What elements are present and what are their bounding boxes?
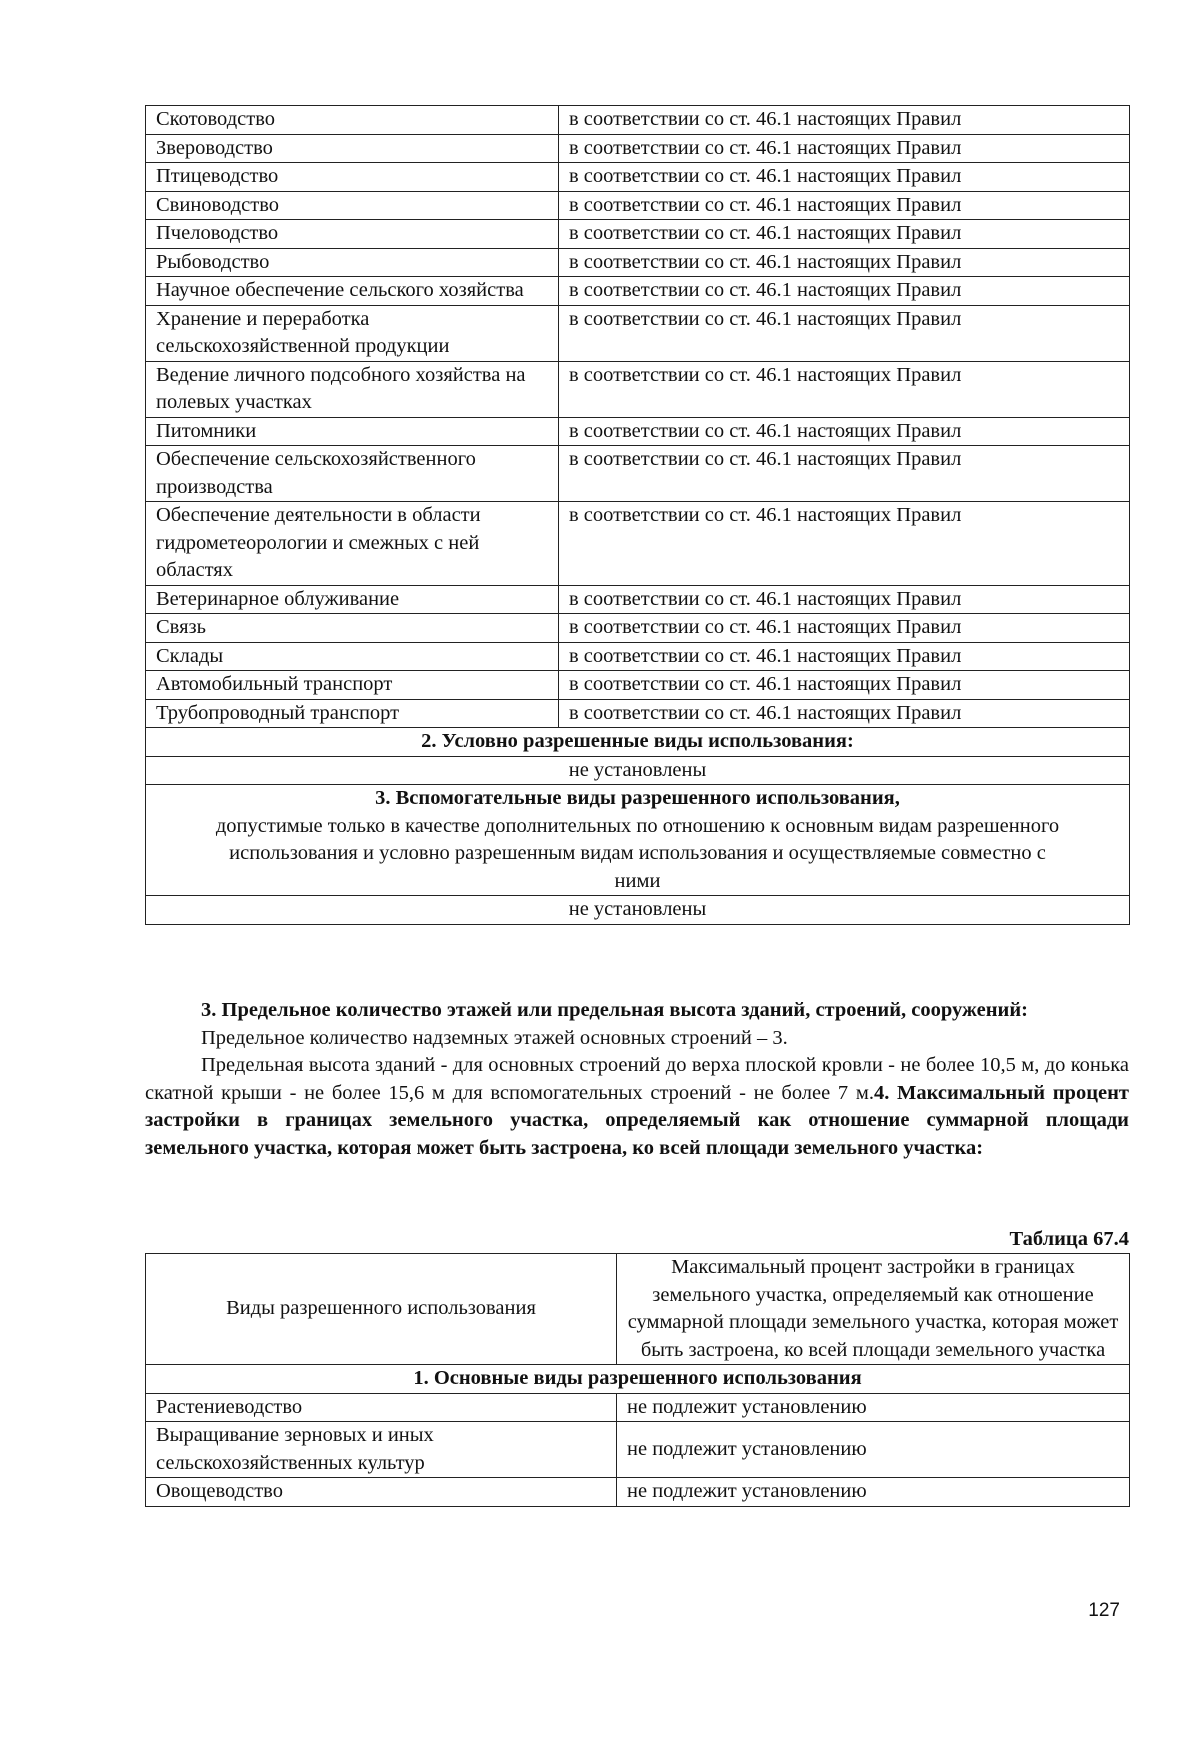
use-type-cell: Выращивание зерновых и иных сельскохозяйственных культур: [146, 1422, 617, 1478]
use-type-cell: Научное обеспечение сельского хозяйства: [146, 277, 559, 306]
use-type-cell: Растениеводство: [146, 1393, 617, 1422]
section3-cell: [146, 785, 1130, 896]
table2-header-row: [146, 1254, 1130, 1365]
table2-header-col1: Виды разрешенного использования: [146, 1254, 617, 1365]
parameter-cell: в соответствии со ст. 46.1 настоящих Правил: [559, 361, 1130, 417]
use-type-cell: Автомобильный транспорт: [146, 671, 559, 700]
building-percent-table-body: [146, 1393, 1130, 1506]
section3-value-row: [146, 896, 1130, 925]
table-row: [146, 191, 1130, 220]
section3-title: 3. Вспомогательные виды разрешенного использования,: [375, 787, 900, 809]
use-type-cell: Хранение и переработка сельскохозяйственной продукции: [146, 305, 559, 361]
table-row: [146, 220, 1130, 249]
use-type-cell: Обеспечение сельскохозяйственного производства: [146, 446, 559, 502]
table-row: [146, 446, 1130, 502]
use-type-cell: Пчеловодство: [146, 220, 559, 249]
floors-paragraph: Предельное количество надземных этажей основных строений – 3.: [201, 1026, 788, 1049]
permitted-uses-table-body: [146, 106, 1130, 728]
table-row: [146, 134, 1130, 163]
table-row: [146, 1393, 1130, 1422]
use-type-cell: Связь: [146, 614, 559, 643]
table-row: [146, 248, 1130, 277]
table-row: [146, 502, 1130, 586]
use-type-cell: Рыбоводство: [146, 248, 559, 277]
table-caption: Таблица 67.4: [1009, 1228, 1129, 1250]
percent-value-cell: не подлежит установлению: [617, 1393, 1130, 1422]
table-row: [146, 361, 1130, 417]
section3-text: допустимые только в качестве дополнительных по отношению к основным видам разрешенного использования и условно разрешенным видам использования и осуществляемые совместно с ними: [215, 814, 1060, 892]
section3-header-row: [146, 785, 1130, 896]
parameter-cell: в соответствии со ст. 46.1 настоящих Правил: [559, 305, 1130, 361]
table-row: [146, 642, 1130, 671]
section2-title: 2. Условно разрешенные виды использования:: [146, 728, 1130, 757]
parameter-cell: в соответствии со ст. 46.1 настоящих Правил: [559, 191, 1130, 220]
parameter-cell: в соответствии со ст. 46.1 настоящих Правил: [559, 220, 1130, 249]
building-percent-table: [145, 1253, 1130, 1507]
parameter-cell: в соответствии со ст. 46.1 настоящих Правил: [559, 614, 1130, 643]
table-row: [146, 305, 1130, 361]
section2-value-row: [146, 756, 1130, 785]
use-type-cell: Свиноводство: [146, 191, 559, 220]
table2-header-col2: Максимальный процент застройки в границах земельного участка, определяемый как отношение суммарной площади земельного участка, которая может быть застроена, ко всей площади земельного участка: [617, 1254, 1130, 1365]
parameter-cell: в соответствии со ст. 46.1 настоящих Правил: [559, 277, 1130, 306]
parameter-cell: в соответствии со ст. 46.1 настоящих Правил: [559, 248, 1130, 277]
table-row: [146, 1478, 1130, 1507]
table-row: [146, 614, 1130, 643]
permitted-uses-table: [145, 105, 1130, 925]
use-type-cell: Скотоводство: [146, 106, 559, 135]
table-row: [146, 699, 1130, 728]
parameter-cell: в соответствии со ст. 46.1 настоящих Правил: [559, 671, 1130, 700]
table-row: [146, 671, 1130, 700]
parameter-cell: в соответствии со ст. 46.1 настоящих Правил: [559, 106, 1130, 135]
use-type-cell: Склады: [146, 642, 559, 671]
building-limits-section: [145, 997, 1129, 1162]
parameter-cell: в соответствии со ст. 46.1 настоящих Правил: [559, 585, 1130, 614]
parameter-cell: в соответствии со ст. 46.1 настоящих Правил: [559, 417, 1130, 446]
table-row: [146, 106, 1130, 135]
section3-value: не установлены: [146, 896, 1130, 925]
parameter-cell: в соответствии со ст. 46.1 настоящих Правил: [559, 134, 1130, 163]
section4-heading: 4. Максимальный процент застройки в границах земельного участка, определяемый как отношение суммарной площади земельного участка, которая может быть застроена, ко всей площади земельного участка:: [145, 1081, 1129, 1159]
table-row: [146, 1422, 1130, 1478]
table-row: [146, 585, 1130, 614]
page-number: 127: [1088, 1600, 1120, 1621]
use-type-cell: Ведение личного подсобного хозяйства на полевых участках: [146, 361, 559, 417]
parameter-cell: в соответствии со ст. 46.1 настоящих Правил: [559, 502, 1130, 586]
percent-value-cell: не подлежит установлению: [617, 1422, 1130, 1478]
section2-header-row: [146, 728, 1130, 757]
use-type-cell: Обеспечение деятельности в области гидрометеорологии и смежных с ней областях: [146, 502, 559, 586]
use-type-cell: Овощеводство: [146, 1478, 617, 1507]
table-row: [146, 163, 1130, 192]
use-type-cell: Трубопроводный транспорт: [146, 699, 559, 728]
use-type-cell: Питомники: [146, 417, 559, 446]
table-row: [146, 277, 1130, 306]
height-paragraph: Предельная высота зданий - для основных строений до верха плоской кровли - не более 10,5 м, до конька скатной крыши - не более 15,6 м для вспомогательных строений - не более 7 м.4. Максимальный процент застройки в границах земельного участка, определяемый как отношение суммарной площади земельного участка, которая может быть застроена, ко всей площади земельного участка:: [145, 1054, 1129, 1159]
table-row: [146, 417, 1130, 446]
parameter-cell: в соответствии со ст. 46.1 настоящих Правил: [559, 642, 1130, 671]
section3-heading: 3. Предельное количество этажей или предельная высота зданий, строений, сооружений:: [201, 999, 1028, 1021]
use-type-cell: Ветеринарное облуживание: [146, 585, 559, 614]
percent-value-cell: не подлежит установлению: [617, 1478, 1130, 1507]
table2-section1-row: [146, 1365, 1130, 1394]
table2-section1-title: 1. Основные виды разрешенного использования: [146, 1365, 1130, 1394]
section2-value: не установлены: [146, 756, 1130, 785]
use-type-cell: Птицеводство: [146, 163, 559, 192]
parameter-cell: в соответствии со ст. 46.1 настоящих Правил: [559, 446, 1130, 502]
parameter-cell: в соответствии со ст. 46.1 настоящих Правил: [559, 699, 1130, 728]
use-type-cell: Звероводство: [146, 134, 559, 163]
parameter-cell: в соответствии со ст. 46.1 настоящих Правил: [559, 163, 1130, 192]
